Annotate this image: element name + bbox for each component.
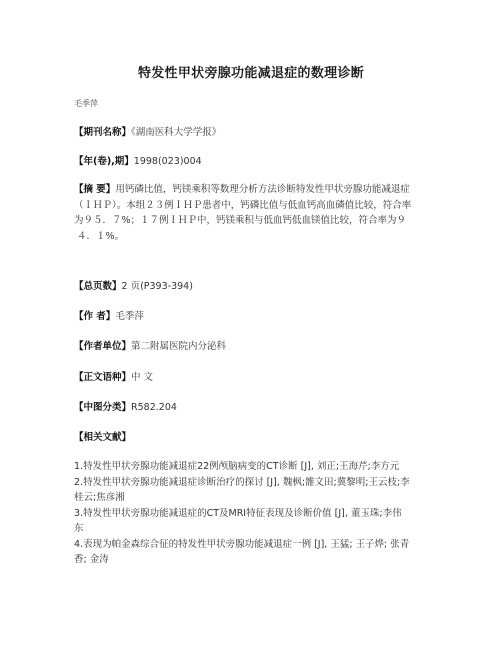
reference-item: 2.特发性甲状旁腺功能减退症诊断治疗的探讨 [J], 魏枫;雒文田;冀黎明;王云枝;李: [74, 476, 410, 488]
author-line: 毛季萍: [74, 99, 98, 108]
page-title: 特发性甲状旁腺功能减退症的数理诊断: [137, 66, 365, 81]
affiliation-label: 【作者单位】: [74, 341, 132, 352]
reference-item-continued: 香; 金涛: [74, 554, 109, 565]
journal-value: 《湖南医科大学学报》: [131, 127, 222, 138]
abstract-line: 用钙磷比值，钙镁乘积等数理分析方法诊断特发性甲状旁腺功能减退症: [115, 184, 410, 195]
author-label: 【作 者】: [74, 311, 116, 322]
reference-item-continued: 桂云;焦彦湘: [74, 492, 125, 503]
classification-label: 【中图分类】: [74, 402, 132, 413]
pages-label: 【总页数】: [74, 281, 122, 292]
year-label: 【年(卷),期】: [74, 156, 134, 167]
pages-field: [74, 280, 436, 294]
author-value: 毛季萍: [115, 311, 144, 322]
abstract-label: 【摘 要】: [74, 184, 116, 195]
language-field: [74, 371, 436, 385]
affiliation-value: 第二附属医院内分泌科: [131, 341, 227, 352]
reference-item-continued: 东: [74, 523, 84, 534]
language-label: 【正文语种】: [74, 372, 132, 383]
reference-item: 4.表现为帕金森综合征的特发性甲状旁腺功能减退症一例 [J], 王猛; 王子烨; 张青: [74, 538, 410, 550]
references-list: [74, 459, 434, 568]
journal-field: [74, 126, 436, 140]
classification-value: R582.204: [131, 402, 177, 413]
abstract-field: [74, 182, 434, 244]
author-field: [74, 310, 436, 324]
references-label: 【相关文献】: [74, 432, 132, 443]
language-value: 中 文: [131, 372, 154, 383]
reference-item: 3.特发性甲状旁腺功能减退症的CT及MRI特征表现及诊断价值 [J], 董玉珠;李伟: [74, 507, 402, 519]
journal-label: 【期刊名称】: [74, 127, 132, 138]
classification-field: [74, 401, 436, 415]
abstract-line: ４．１%。: [77, 230, 125, 242]
affiliation-field: [74, 340, 436, 354]
reference-item: 1.特发性甲状旁腺功能减退症22例颅脑病变的CT诊断 [J], 刘正;王海芹;李方元: [74, 461, 400, 472]
year-value: 1998(023)004: [133, 156, 202, 167]
abstract-line: 为９５．７%；１７例ＩＨＰ中，钙镁乘积与低血钙低血镁值比较，符合率为９: [74, 215, 407, 226]
year-field: [74, 155, 436, 169]
pages-value: 2 页(P393-394): [121, 281, 193, 292]
references-heading: [74, 431, 436, 445]
abstract-line: （ＩＨＰ）。本组２３例ＩＨＰ患者中，钙磷比值与低血钙高血磷值比较，符合率: [74, 199, 412, 211]
